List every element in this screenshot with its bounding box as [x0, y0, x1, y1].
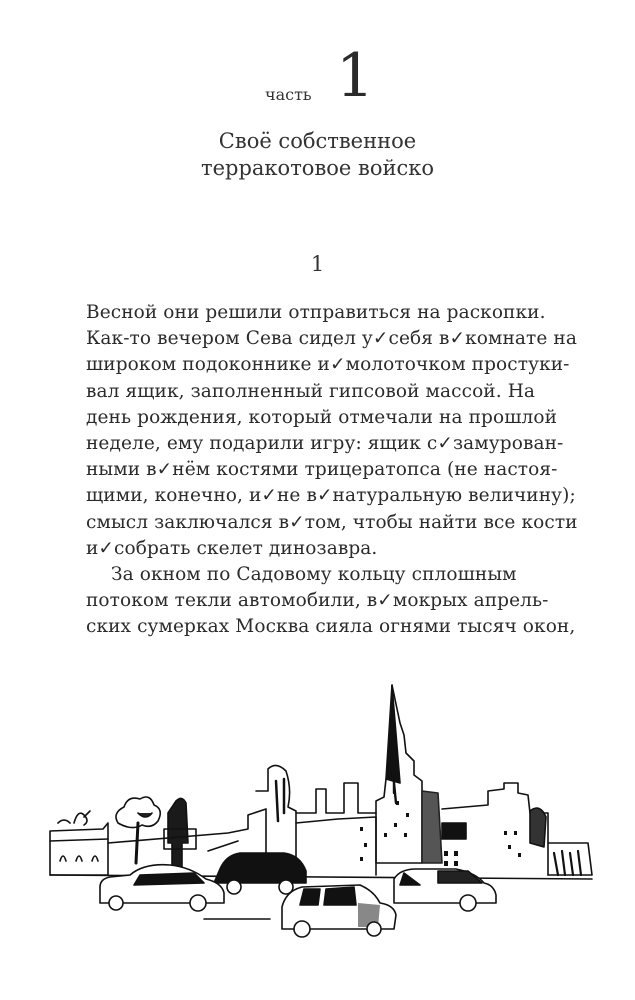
text-line: широком подоконнике и✓молоточком простуки-	[86, 354, 570, 376]
part-title	[0, 128, 635, 182]
chapter-number: 1	[310, 252, 325, 276]
text-line: неделе, ему подарили игру: ящик с✓замурован-	[86, 433, 564, 455]
text-line: день рождения, который отмечали на прошлой	[86, 406, 558, 428]
text-line: и✓собрать скелет динозавра.	[86, 537, 378, 559]
text-line: щими, конечно, и✓не в✓натуральную величину);	[86, 485, 576, 507]
city-skyline-illustration	[48, 683, 596, 943]
text-line: ских сумерках Москва сияла огнями тысяч окон,	[86, 616, 576, 638]
part-number: 1	[336, 41, 375, 111]
part-title-line-2: терракотовое войско	[200, 156, 435, 180]
text-line: Как-то вечером Сева сидел у✓себя в✓комнате на	[86, 328, 577, 350]
body-text	[86, 300, 626, 641]
text-line-paragraph-start: За окном по Садовому кольцу сплошным	[111, 564, 517, 586]
part-header	[0, 41, 635, 118]
text-line: Весной они решили отправиться на раскопки.	[86, 302, 546, 323]
text-line: ными в✓нём костями трицератопса (не настоя-	[86, 459, 558, 481]
part-title-line-1: Своё собственное	[218, 129, 417, 153]
text-line: смысл заключался в✓том, чтобы найти все кости	[86, 511, 578, 533]
text-line: вал ящик, заполненный гипсовой массой. На	[86, 380, 536, 402]
part-label: часть	[265, 85, 312, 104]
text-line: потоком текли автомобили, в✓мокрых апрель-	[86, 590, 549, 612]
